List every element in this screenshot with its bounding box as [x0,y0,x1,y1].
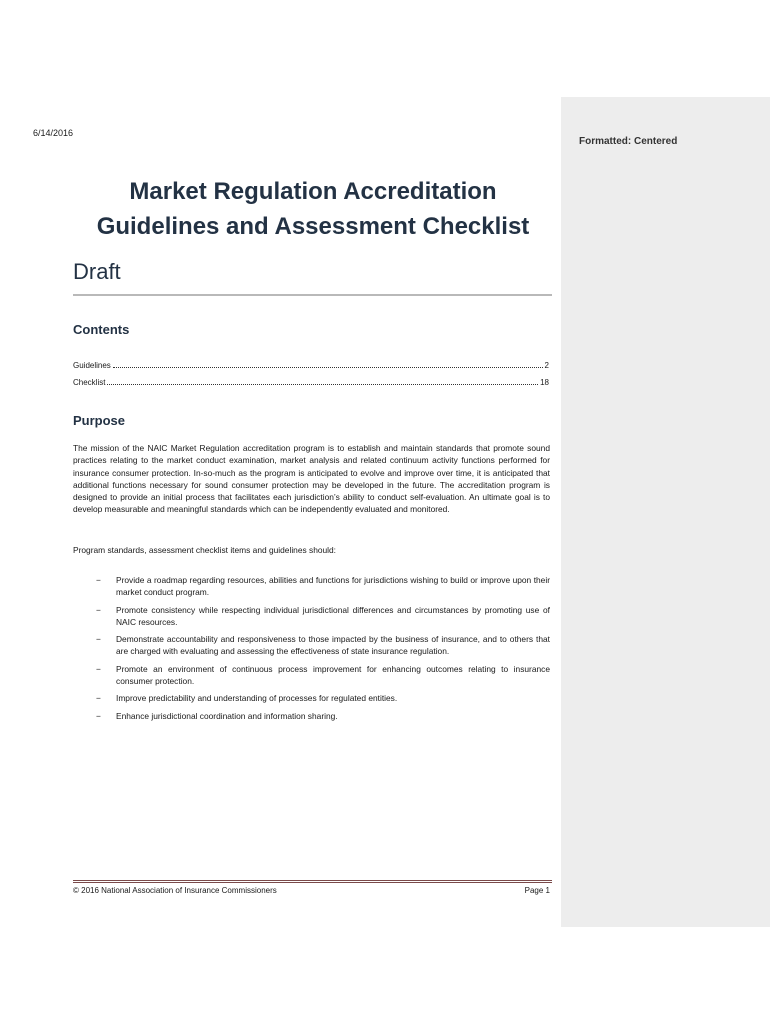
table-of-contents [73,361,549,395]
toc-entry-label: Guidelines [73,361,111,370]
purpose-heading: Purpose [73,413,126,428]
list-item-text: Promote consistency while respecting individual jurisdictional differences and circumstances by promoting use of NAIC resources. [116,604,550,627]
toc-entry-page: 2 [544,361,549,370]
bullet-dash: − [96,634,101,645]
guidelines-list [96,574,550,727]
list-item [96,663,550,688]
footer-copyright: © 2016 National Association of Insurance Commissioners [73,886,277,895]
purpose-paragraph: The mission of the NAIC Market Regulation accreditation program is to establish and maintain standards that promote sound practices relating to the market conduct examination, market analysis and related continuum activity functions performed for insurance consumer protection. In-so-much as the program is anticipated to evolve and improve over time, it is anticipated that additional functions necessary for sound consumer protection may be developed in the future. The accreditation program is designed to provide an initial process that facilitates each jurisdiction’s ability to conduct self-evaluation. An ultimate goal is to develop measurable and meaningful standards which can be independently evaluated and monitored. [73,443,550,515]
list-item-text: Demonstrate accountability and responsiveness to those impacted by the business of insurance, and to others that are charged with evaluating and assessing the effectiveness of state insurance regulation. [116,634,550,657]
comment-label[interactable]: Formatted: Centered [579,136,678,147]
list-item [96,574,550,599]
list-item [96,633,550,658]
toc-entry[interactable] [73,361,549,378]
comment-pane [561,97,770,927]
list-item-text: Provide a roadmap regarding resources, abilities and functions for jurisdictions wishing to build or improve upon their market conduct program. [116,575,550,598]
toc-entry-page: 18 [540,378,549,387]
title-line-1: Market Regulation Accreditation [129,178,497,205]
footer-page-number: Page 1 [524,886,550,895]
list-item-text: Improve predictability and understanding of processes for regulated entities. [116,693,398,704]
list-item-text: Promote an environment of continuous process improvement for enhancing outcomes relating to insurance consumer protection. [116,663,550,687]
document-date: 6/14/2016 [33,128,74,138]
title-line-2: Guidelines and Assessment Checklist [96,213,530,240]
toc-leader [107,384,538,385]
toc-entry[interactable] [73,378,549,395]
toc-entry-label: Checklist [73,378,106,387]
footer-divider [73,880,552,883]
bullet-dash: − [96,710,101,721]
bullet-dash: − [96,575,101,585]
subtitle-divider [73,294,552,296]
bullet-dash: − [96,663,101,674]
document-title [73,174,553,244]
bullet-dash: − [96,604,101,615]
list-lead-in: Program standards, assessment checklist items and guidelines should: [73,545,337,555]
toc-leader [113,367,543,368]
bullet-dash: − [96,693,101,704]
document-subtitle: Draft [73,259,121,284]
contents-heading: Contents [73,322,130,337]
list-item [96,692,550,704]
list-item [96,604,550,629]
list-item-text: Enhance jurisdictional coordination and information sharing. [116,710,338,721]
list-item [96,710,550,722]
